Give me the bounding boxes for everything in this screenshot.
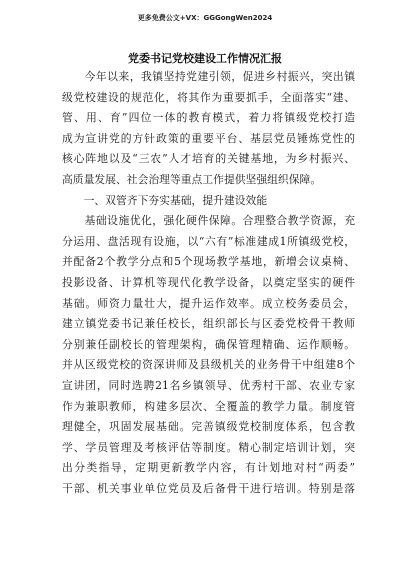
body-text-line: 出分类指导，定期更新教学内容，有计划地对村“两委” (62, 461, 355, 475)
document-body (62, 67, 355, 499)
body-text-line: 高质量发展、社会治理等重点工作提供坚强组织保障。 (62, 172, 322, 186)
body-text-line: 宣讲团，同时选聘21名乡镇领导、优秀村干部、农业专家 (62, 378, 355, 392)
body-text-line: 基础。师资力量壮大，提升运作效率。成立校务委员会， (62, 296, 355, 310)
body-text-line: 管、用、育”四位一体的教育模式，着力将镇级党校打造 (62, 111, 355, 125)
document-title: 党委书记党校建设工作情况汇报 (128, 52, 282, 65)
body-text-line: 建立镇党委书记兼任校长，组织部长与区委党校骨干教师 (62, 317, 355, 331)
body-text-line: 干部、机关事业单位党员及后备骨干进行培训。特别是落 (62, 481, 355, 495)
body-text-line: 分别兼任副校长的管理架构，确保管理精确、运作顺畅。 (62, 337, 355, 351)
body-text-line: 基础设施优化，强化硬件保障。合理整合教学资源，充 (62, 214, 355, 228)
body-text-line: 理健全，巩固发展基础。完善镇级党校制度体系，包含教 (62, 420, 355, 434)
body-text-line: 作为兼职教师，构建多层次、全覆盖的教学力量。制度管 (62, 399, 355, 413)
body-text-line: 分运用、盘活现有设施，以“六有”标准建成1所镇级党校， (62, 234, 355, 248)
section-heading: 一、双管齐下夯实基础，提升建设效能 (62, 193, 268, 207)
body-text-line: 投影设备、计算机等现代化教学设备，以奠定坚实的硬件 (62, 275, 355, 289)
body-text-line: 并从区级党校的资深讲师及县级机关的业务骨干中组建8个 (62, 358, 355, 372)
body-text-line: 并配备2个教学分点和5个现场教学基地，新增会议桌椅、 (62, 255, 355, 269)
body-text-line: 核心阵地以及“三农”人才培育的关键基地，为乡村振兴、 (62, 152, 355, 166)
header-note: 更多免费公文+VX：GGGongWen2024 (137, 14, 273, 22)
body-text-line: 级党校建设的规范化，将其作为重要抓手，全面落实“建、 (62, 90, 355, 104)
body-text-line: 今年以来，我镇坚持党建引领，促进乡村振兴，突出镇 (62, 70, 355, 83)
body-text-line: 学、学员管理及考核评估等制度。精心制定培训计划，突 (62, 440, 355, 454)
body-text-line: 成为宣讲党的方针政策的重要平台、基层党员锤炼党性的 (62, 131, 355, 145)
